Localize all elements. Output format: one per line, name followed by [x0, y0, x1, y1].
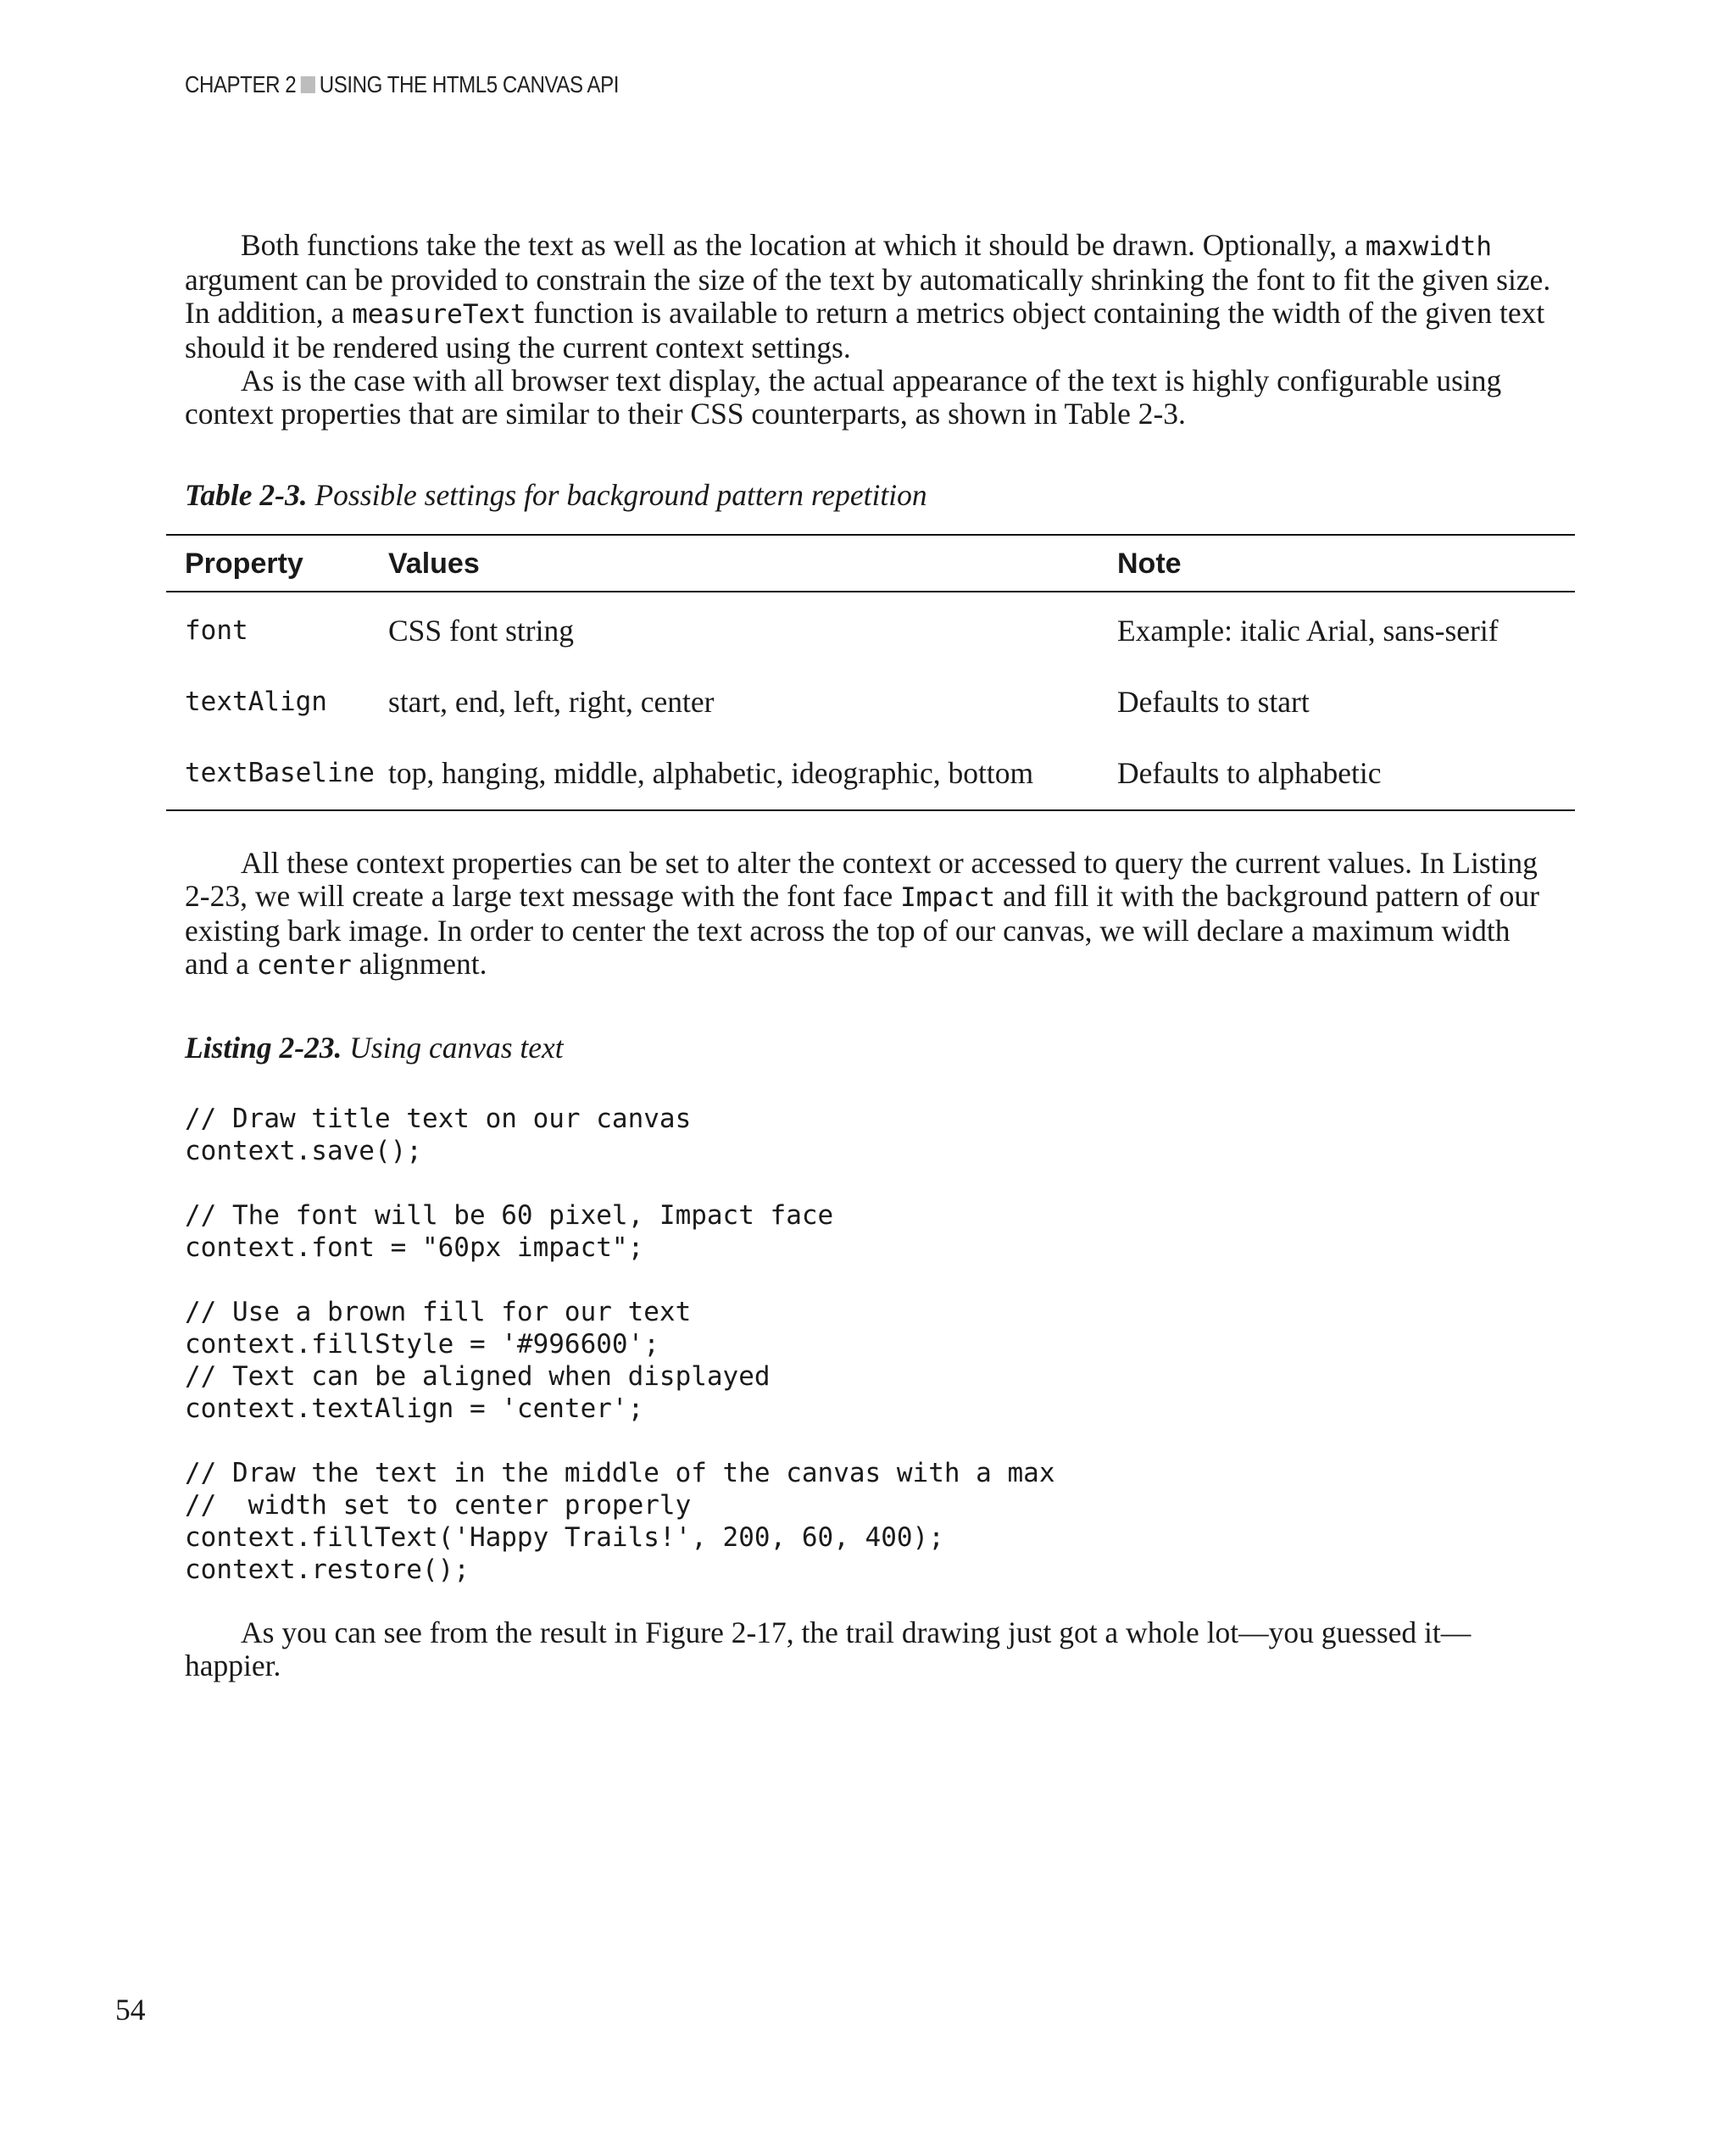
column-header-note: Note: [1117, 548, 1182, 580]
table-row: [166, 737, 1575, 810]
paragraph-text: and fill it with the background pattern of our existing bark image. In order to center the text across the top of our canvas, we will declare a maximum width and a: [185, 879, 1539, 981]
paragraph-text: All these context properties can be set to alter the context or accessed to query the current values. In Listing 2-23, we will create a large text message with the font face: [185, 846, 1538, 913]
chapter-title: USING THE HTML5 CANVAS API: [319, 71, 620, 97]
cell-property: textAlign: [185, 687, 327, 717]
paragraph-text: alignment.: [351, 947, 487, 981]
cell-note: Defaults to start: [1117, 685, 1310, 719]
table-row: [166, 666, 1575, 737]
inline-code-measuretext: measureText: [352, 299, 526, 330]
page-body: [185, 229, 1558, 1682]
cell-property: textBaseline: [185, 758, 375, 788]
paragraph-text: function is available to return a metrics object containing the width of the given text should it be rendered using the current context settings.: [185, 296, 1545, 364]
inline-code-center: center: [256, 950, 352, 981]
running-header: [185, 71, 619, 98]
paragraph-context-properties: [185, 847, 1558, 982]
cell-property: font: [185, 615, 248, 646]
listing-caption-title: Using canvas text: [342, 1031, 564, 1065]
page-number: 54: [115, 1993, 146, 2027]
table-caption-title: Possible settings for background pattern repetition: [307, 478, 927, 512]
paragraph-text: Both functions take the text as well as the location at which it should be drawn. Optionally, a: [241, 228, 1366, 262]
column-header-values: Values: [388, 548, 480, 580]
column-header-property: Property: [185, 548, 303, 580]
cell-note: Example: italic Arial, sans-serif: [1117, 614, 1499, 648]
listing-caption-label: Listing 2-23.: [185, 1031, 342, 1065]
paragraph-text: argument can be provided to constrain the size of the text by automatically shrinking the font to fit the given size. In addition, a: [185, 263, 1551, 330]
properties-table: [166, 534, 1575, 811]
paragraph-functions: [185, 229, 1558, 364]
cell-values: start, end, left, right, center: [388, 685, 715, 719]
paragraph-appearance: As is the case with all browser text display, the actual appearance of the text is highly configurable using context properties that are similar to their CSS counterparts, as shown in Table 2-3.: [185, 364, 1502, 431]
chapter-label: CHAPTER 2: [185, 71, 297, 97]
cell-values: CSS font string: [388, 614, 574, 648]
code-listing: // Draw title text on our canvas context.save(); // The font will be 60 pixel, Impact face context.font = "60px impact"; // Use a brown fill for our text context.fillStyle = '#996600'; // Text can be aligned when displayed context.textAlign = 'center'; // Draw the text in the middle of the canvas with a max // width set to center properly context.fillText('Happy Trails!', 200, 60, 400); context.restore();: [185, 1104, 1055, 1585]
table-header-row: [166, 535, 1575, 592]
table-row: [166, 592, 1575, 666]
table-caption: [185, 477, 1558, 513]
separator-square-icon: [300, 76, 314, 93]
cell-values: top, hanging, middle, alphabetic, ideographic, bottom: [388, 756, 1034, 790]
paragraph-result: As you can see from the result in Figure 2-17, the trail drawing just got a whole lot—you guessed it—happier.: [185, 1615, 1472, 1682]
table-caption-label: Table 2-3.: [185, 478, 308, 512]
inline-code-impact: Impact: [900, 882, 996, 913]
inline-code-maxwidth: maxwidth: [1365, 231, 1492, 262]
listing-caption: [185, 1030, 1558, 1065]
cell-note: Defaults to alphabetic: [1117, 756, 1382, 790]
